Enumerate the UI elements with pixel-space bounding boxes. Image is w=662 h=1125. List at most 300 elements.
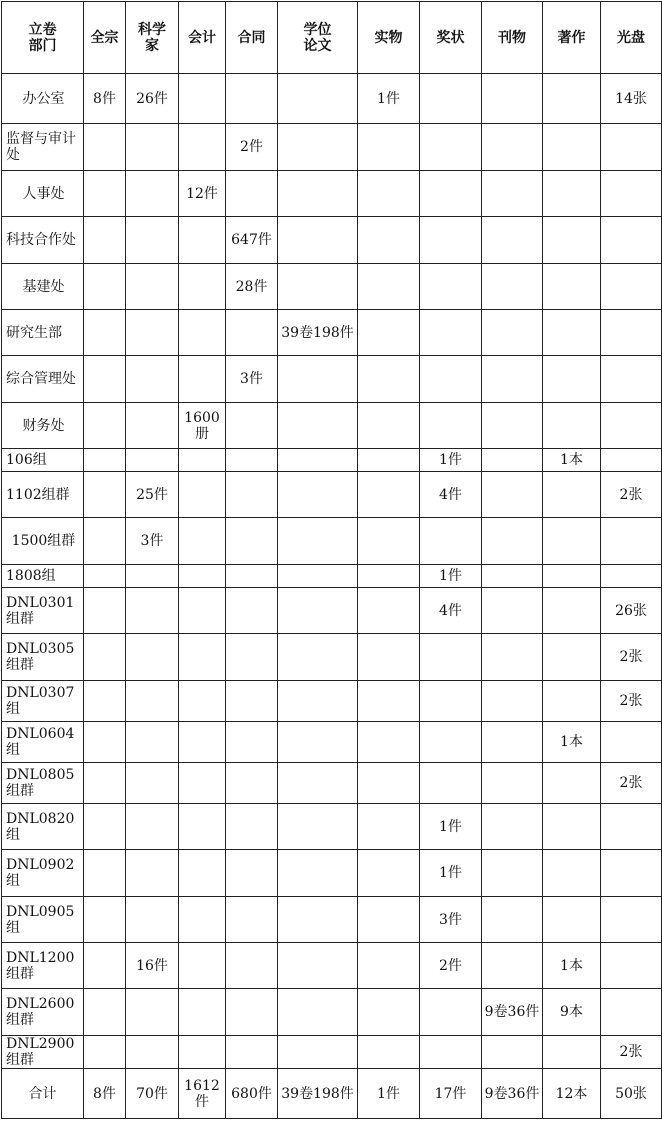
cell-zhuzuo: 1本 — [543, 722, 601, 763]
cell-guangpan — [601, 310, 662, 356]
cell-kexuejia: 25件 — [126, 472, 179, 518]
cell-jiangzhuang — [420, 722, 482, 763]
cell-zhuzuo — [543, 588, 601, 634]
dept-cell: DNL0604组 — [2, 722, 84, 763]
table-row — [2, 722, 662, 763]
total-kuaiji: 1612件 — [179, 1069, 226, 1119]
col-header-hetong: 合同 — [226, 2, 278, 74]
cell-guangpan: 2张 — [601, 634, 662, 681]
cell-kanwu — [482, 943, 543, 989]
cell-xuewei — [278, 897, 358, 943]
header-row — [2, 2, 662, 74]
cell-quanzong — [84, 356, 126, 403]
table-row — [2, 264, 662, 310]
cell-hetong: 3件 — [226, 356, 278, 403]
cell-jiangzhuang — [420, 1036, 482, 1069]
col-header-dept: 立卷 部门 — [2, 2, 84, 74]
cell-xuewei — [278, 217, 358, 264]
col-header-kexuejia: 科学 家 — [126, 2, 179, 74]
cell-quanzong — [84, 681, 126, 722]
table-row — [2, 943, 662, 989]
cell-kuaiji — [179, 1036, 226, 1069]
cell-shiwu — [358, 1036, 420, 1069]
cell-zhuzuo — [543, 74, 601, 124]
cell-jiangzhuang — [420, 171, 482, 217]
col-header-quanzong: 全宗 — [84, 2, 126, 74]
cell-shiwu — [358, 124, 420, 171]
cell-kexuejia: 26件 — [126, 74, 179, 124]
cell-kexuejia — [126, 124, 179, 171]
table-row — [2, 449, 662, 472]
cell-kanwu — [482, 850, 543, 897]
cell-guangpan — [601, 943, 662, 989]
total-label: 合计 — [2, 1069, 84, 1119]
cell-hetong — [226, 850, 278, 897]
cell-jiangzhuang — [420, 74, 482, 124]
table-row — [2, 310, 662, 356]
cell-kanwu — [482, 518, 543, 565]
dept-cell: DNL0305组群 — [2, 634, 84, 681]
cell-guangpan: 2张 — [601, 681, 662, 722]
cell-kexuejia: 16件 — [126, 943, 179, 989]
cell-hetong — [226, 74, 278, 124]
cell-jiangzhuang: 2件 — [420, 943, 482, 989]
cell-hetong — [226, 403, 278, 449]
cell-guangpan — [601, 356, 662, 403]
cell-zhuzuo — [543, 681, 601, 722]
table-row — [2, 989, 662, 1036]
total-row — [2, 1069, 662, 1119]
cell-guangpan — [601, 217, 662, 264]
cell-shiwu — [358, 356, 420, 403]
cell-kanwu — [482, 588, 543, 634]
cell-hetong: 28件 — [226, 264, 278, 310]
cell-guangpan: 26张 — [601, 588, 662, 634]
cell-hetong — [226, 681, 278, 722]
archive-statistics-table — [1, 1, 662, 1119]
cell-kexuejia — [126, 897, 179, 943]
dept-cell: 106组 — [2, 449, 84, 472]
cell-zhuzuo — [543, 356, 601, 403]
cell-shiwu — [358, 989, 420, 1036]
cell-xuewei — [278, 74, 358, 124]
cell-hetong — [226, 565, 278, 588]
cell-jiangzhuang — [420, 763, 482, 804]
cell-kexuejia — [126, 356, 179, 403]
cell-guangpan — [601, 518, 662, 565]
cell-guangpan — [601, 171, 662, 217]
cell-jiangzhuang — [420, 124, 482, 171]
dept-cell: DNL0307组 — [2, 681, 84, 722]
cell-shiwu — [358, 897, 420, 943]
cell-guangpan — [601, 264, 662, 310]
col-header-shiwu: 实物 — [358, 2, 420, 74]
cell-kuaiji — [179, 356, 226, 403]
cell-zhuzuo — [543, 472, 601, 518]
cell-kuaiji — [179, 565, 226, 588]
cell-xuewei — [278, 804, 358, 850]
table-row — [2, 588, 662, 634]
cell-xuewei — [278, 403, 358, 449]
dept-cell: 科技合作处 — [2, 217, 84, 264]
cell-zhuzuo: 1本 — [543, 449, 601, 472]
cell-kexuejia — [126, 565, 179, 588]
cell-jiangzhuang — [420, 634, 482, 681]
cell-kuaiji — [179, 518, 226, 565]
cell-shiwu — [358, 171, 420, 217]
table-row — [2, 1036, 662, 1069]
cell-kuaiji — [179, 588, 226, 634]
table-row — [2, 217, 662, 264]
cell-jiangzhuang: 1件 — [420, 449, 482, 472]
cell-kanwu — [482, 171, 543, 217]
total-hetong: 680件 — [226, 1069, 278, 1119]
cell-hetong — [226, 518, 278, 565]
cell-kuaiji — [179, 804, 226, 850]
cell-xuewei — [278, 565, 358, 588]
cell-zhuzuo: 1本 — [543, 943, 601, 989]
cell-zhuzuo — [543, 264, 601, 310]
cell-quanzong: 8件 — [84, 74, 126, 124]
cell-xuewei — [278, 171, 358, 217]
cell-quanzong — [84, 850, 126, 897]
dept-cell: 研究生部 — [2, 310, 84, 356]
col-header-kanwu: 刊物 — [482, 2, 543, 74]
cell-quanzong — [84, 897, 126, 943]
cell-kanwu — [482, 763, 543, 804]
cell-hetong — [226, 897, 278, 943]
dept-cell: 1808组 — [2, 565, 84, 588]
dept-cell: 1102组群 — [2, 472, 84, 518]
cell-quanzong — [84, 565, 126, 588]
cell-xuewei — [278, 449, 358, 472]
dept-cell: 1500组群 — [2, 518, 84, 565]
cell-xuewei — [278, 588, 358, 634]
cell-xuewei — [278, 850, 358, 897]
cell-guangpan — [601, 989, 662, 1036]
cell-kexuejia — [126, 217, 179, 264]
cell-shiwu — [358, 217, 420, 264]
dept-cell: DNL2900组群 — [2, 1036, 84, 1069]
cell-shiwu — [358, 518, 420, 565]
cell-hetong: 647件 — [226, 217, 278, 264]
cell-xuewei — [278, 1036, 358, 1069]
cell-kexuejia — [126, 588, 179, 634]
total-kexuejia: 70件 — [126, 1069, 179, 1119]
cell-shiwu — [358, 588, 420, 634]
cell-kuaiji — [179, 634, 226, 681]
cell-hetong — [226, 804, 278, 850]
table-row — [2, 681, 662, 722]
cell-guangpan — [601, 565, 662, 588]
cell-kanwu — [482, 634, 543, 681]
cell-zhuzuo — [543, 804, 601, 850]
cell-shiwu — [358, 264, 420, 310]
cell-zhuzuo — [543, 565, 601, 588]
cell-hetong: 2件 — [226, 124, 278, 171]
cell-jiangzhuang — [420, 403, 482, 449]
cell-kuaiji: 1600册 — [179, 403, 226, 449]
cell-hetong — [226, 588, 278, 634]
total-shiwu: 1件 — [358, 1069, 420, 1119]
cell-quanzong — [84, 634, 126, 681]
cell-xuewei: 39卷198件 — [278, 310, 358, 356]
cell-shiwu — [358, 681, 420, 722]
cell-zhuzuo — [543, 850, 601, 897]
cell-kexuejia — [126, 763, 179, 804]
cell-quanzong — [84, 449, 126, 472]
cell-guangpan — [601, 897, 662, 943]
cell-kuaiji — [179, 897, 226, 943]
cell-jiangzhuang — [420, 356, 482, 403]
table-row — [2, 850, 662, 897]
cell-hetong — [226, 634, 278, 681]
cell-quanzong — [84, 124, 126, 171]
cell-kexuejia — [126, 171, 179, 217]
cell-kanwu — [482, 565, 543, 588]
cell-kanwu — [482, 124, 543, 171]
cell-hetong — [226, 171, 278, 217]
cell-guangpan: 2张 — [601, 472, 662, 518]
cell-hetong — [226, 472, 278, 518]
cell-quanzong — [84, 264, 126, 310]
dept-cell: 监督与审计处 — [2, 124, 84, 171]
cell-zhuzuo — [543, 634, 601, 681]
cell-kuaiji — [179, 124, 226, 171]
col-header-jiangzhuang: 奖状 — [420, 2, 482, 74]
cell-kuaiji — [179, 74, 226, 124]
cell-jiangzhuang: 4件 — [420, 588, 482, 634]
cell-kuaiji — [179, 264, 226, 310]
cell-shiwu — [358, 472, 420, 518]
cell-jiangzhuang — [420, 518, 482, 565]
cell-shiwu — [358, 449, 420, 472]
cell-quanzong — [84, 943, 126, 989]
cell-shiwu — [358, 634, 420, 681]
cell-quanzong — [84, 722, 126, 763]
dept-cell: DNL2600组群 — [2, 989, 84, 1036]
cell-kuaiji — [179, 217, 226, 264]
cell-zhuzuo — [543, 124, 601, 171]
cell-shiwu — [358, 403, 420, 449]
cell-guangpan — [601, 850, 662, 897]
cell-kanwu — [482, 681, 543, 722]
cell-kuaiji — [179, 472, 226, 518]
cell-kexuejia: 3件 — [126, 518, 179, 565]
cell-kuaiji — [179, 989, 226, 1036]
table-body — [2, 74, 662, 1069]
col-header-xuewei: 学位 论文 — [278, 2, 358, 74]
cell-guangpan: 14张 — [601, 74, 662, 124]
dept-cell: 财务处 — [2, 403, 84, 449]
total-kanwu: 9卷36件 — [482, 1069, 543, 1119]
table-row — [2, 74, 662, 124]
cell-jiangzhuang: 4件 — [420, 472, 482, 518]
table-row — [2, 763, 662, 804]
cell-guangpan: 2张 — [601, 1036, 662, 1069]
cell-kexuejia — [126, 310, 179, 356]
cell-xuewei — [278, 722, 358, 763]
cell-kexuejia — [126, 1036, 179, 1069]
cell-shiwu — [358, 804, 420, 850]
cell-xuewei — [278, 264, 358, 310]
cell-quanzong — [84, 989, 126, 1036]
cell-shiwu — [358, 310, 420, 356]
cell-xuewei — [278, 681, 358, 722]
cell-shiwu — [358, 943, 420, 989]
cell-kanwu — [482, 217, 543, 264]
cell-quanzong — [84, 217, 126, 264]
cell-kexuejia — [126, 681, 179, 722]
dept-cell: 人事处 — [2, 171, 84, 217]
cell-kuaiji — [179, 310, 226, 356]
cell-kuaiji — [179, 850, 226, 897]
cell-kexuejia — [126, 989, 179, 1036]
cell-jiangzhuang — [420, 264, 482, 310]
cell-kanwu — [482, 472, 543, 518]
col-header-zhuzuo: 著作 — [543, 2, 601, 74]
cell-quanzong — [84, 171, 126, 217]
cell-xuewei — [278, 124, 358, 171]
table-row — [2, 897, 662, 943]
cell-kuaiji — [179, 681, 226, 722]
cell-kanwu — [482, 722, 543, 763]
cell-jiangzhuang: 3件 — [420, 897, 482, 943]
cell-shiwu — [358, 850, 420, 897]
cell-xuewei — [278, 943, 358, 989]
cell-quanzong — [84, 804, 126, 850]
cell-shiwu — [358, 722, 420, 763]
cell-kuaiji — [179, 943, 226, 989]
dept-cell: DNL0805组群 — [2, 763, 84, 804]
cell-zhuzuo — [543, 518, 601, 565]
cell-kanwu — [482, 356, 543, 403]
cell-shiwu: 1件 — [358, 74, 420, 124]
cell-xuewei — [278, 989, 358, 1036]
cell-hetong — [226, 943, 278, 989]
col-header-kuaiji: 会计 — [179, 2, 226, 74]
table-row — [2, 171, 662, 217]
dept-cell: 办公室 — [2, 74, 84, 124]
cell-kanwu — [482, 74, 543, 124]
cell-xuewei — [278, 763, 358, 804]
cell-kuaiji — [179, 449, 226, 472]
cell-zhuzuo — [543, 1036, 601, 1069]
cell-zhuzuo — [543, 763, 601, 804]
cell-kanwu — [482, 264, 543, 310]
dept-cell: DNL0902组 — [2, 850, 84, 897]
table-row — [2, 356, 662, 403]
cell-guangpan — [601, 403, 662, 449]
dept-cell: 基建处 — [2, 264, 84, 310]
cell-xuewei — [278, 472, 358, 518]
cell-kanwu: 9卷36件 — [482, 989, 543, 1036]
cell-kexuejia — [126, 722, 179, 763]
cell-jiangzhuang — [420, 310, 482, 356]
cell-xuewei — [278, 634, 358, 681]
cell-hetong — [226, 763, 278, 804]
cell-quanzong — [84, 518, 126, 565]
cell-guangpan: 2张 — [601, 763, 662, 804]
cell-quanzong — [84, 403, 126, 449]
cell-hetong — [226, 722, 278, 763]
cell-kexuejia — [126, 804, 179, 850]
cell-zhuzuo — [543, 403, 601, 449]
cell-kanwu — [482, 449, 543, 472]
cell-guangpan — [601, 804, 662, 850]
col-header-guangpan: 光盘 — [601, 2, 662, 74]
dept-cell: 综合管理处 — [2, 356, 84, 403]
cell-zhuzuo — [543, 217, 601, 264]
table-row — [2, 634, 662, 681]
cell-shiwu — [358, 565, 420, 588]
cell-guangpan — [601, 722, 662, 763]
cell-kanwu — [482, 897, 543, 943]
cell-zhuzuo — [543, 171, 601, 217]
cell-xuewei — [278, 518, 358, 565]
cell-quanzong — [84, 472, 126, 518]
cell-guangpan — [601, 449, 662, 472]
total-xuewei: 39卷198件 — [278, 1069, 358, 1119]
cell-kexuejia — [126, 449, 179, 472]
table-row — [2, 518, 662, 565]
cell-quanzong — [84, 310, 126, 356]
table-row — [2, 565, 662, 588]
cell-zhuzuo: 9本 — [543, 989, 601, 1036]
cell-kexuejia — [126, 634, 179, 681]
cell-zhuzuo — [543, 897, 601, 943]
total-quanzong: 8件 — [84, 1069, 126, 1119]
table-row — [2, 804, 662, 850]
cell-kexuejia — [126, 403, 179, 449]
cell-jiangzhuang — [420, 989, 482, 1036]
cell-kanwu — [482, 310, 543, 356]
cell-kexuejia — [126, 264, 179, 310]
dept-cell: DNL0820组 — [2, 804, 84, 850]
table-row — [2, 124, 662, 171]
cell-hetong — [226, 449, 278, 472]
cell-quanzong — [84, 1036, 126, 1069]
cell-jiangzhuang: 1件 — [420, 804, 482, 850]
cell-hetong — [226, 1036, 278, 1069]
cell-kanwu — [482, 804, 543, 850]
cell-jiangzhuang: 1件 — [420, 565, 482, 588]
cell-jiangzhuang — [420, 681, 482, 722]
cell-kanwu — [482, 1036, 543, 1069]
cell-quanzong — [84, 588, 126, 634]
cell-guangpan — [601, 124, 662, 171]
cell-kanwu — [482, 403, 543, 449]
cell-jiangzhuang: 1件 — [420, 850, 482, 897]
total-zhuzuo: 12本 — [543, 1069, 601, 1119]
table-row — [2, 403, 662, 449]
cell-jiangzhuang — [420, 217, 482, 264]
cell-kuaiji — [179, 722, 226, 763]
cell-kuaiji: 12件 — [179, 171, 226, 217]
dept-cell: DNL1200组群 — [2, 943, 84, 989]
cell-hetong — [226, 310, 278, 356]
dept-cell: DNL0905组 — [2, 897, 84, 943]
total-jiangzhuang: 17件 — [420, 1069, 482, 1119]
cell-kuaiji — [179, 763, 226, 804]
table-row — [2, 472, 662, 518]
dept-cell: DNL0301组群 — [2, 588, 84, 634]
cell-kexuejia — [126, 850, 179, 897]
cell-xuewei — [278, 356, 358, 403]
cell-quanzong — [84, 763, 126, 804]
total-guangpan: 50张 — [601, 1069, 662, 1119]
cell-shiwu — [358, 763, 420, 804]
